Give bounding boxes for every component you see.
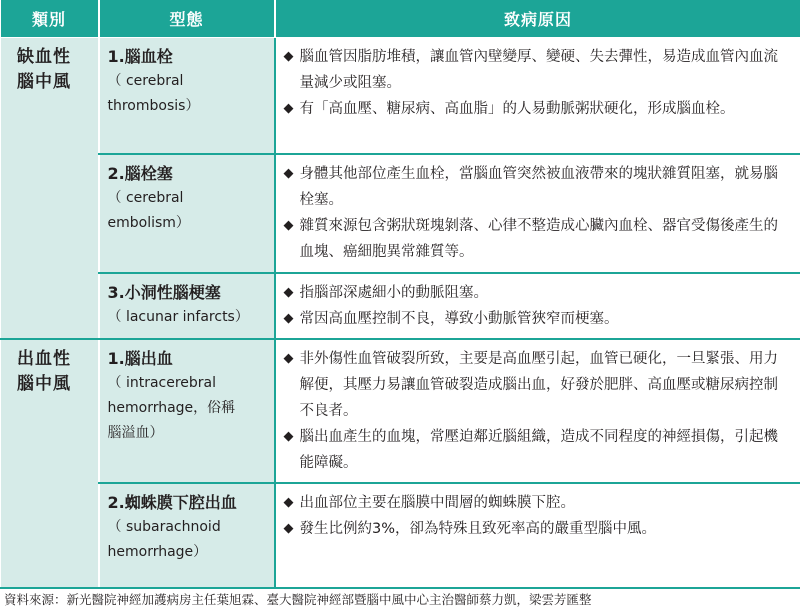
type-subtitle: （ intracerebral <box>107 375 217 391</box>
type-subtitle: hemorrhage，俗稱 <box>107 400 236 416</box>
category-cell-ischemic <box>1 37 99 339</box>
diamond-bullet-icon: ◆ <box>283 166 294 181</box>
cause-item: ◆ 常因高血壓控制不良，導致小動脈管狹窄而梗塞。 <box>284 306 793 332</box>
type-cell <box>99 483 275 588</box>
cause-item: ◆ 發生比例約3%，卻為特殊且致死率高的嚴重型腦中風。 <box>284 516 793 542</box>
type-subtitle: embolism） <box>107 215 190 231</box>
type-subtitle: （ cerebral <box>107 72 184 89</box>
diamond-bullet-icon: ◆ <box>283 48 294 64</box>
cause-cell <box>275 37 800 154</box>
cause-cell <box>275 483 800 588</box>
category-cell-hemorrhagic <box>1 339 99 588</box>
type-subtitle: thrombosis） <box>107 97 200 114</box>
header-category: 類別 <box>1 0 99 37</box>
table-row <box>1 37 800 154</box>
type-title: 2.腦栓塞 <box>107 164 173 183</box>
cause-item: ◆ 非外傷性血管破裂所致，主要是高血壓引起，血管已硬化，一旦緊張、用力解便，其壓力易讓血管破裂造成腦出血，好發於肥胖、高血壓或糖尿病控制不良者。 <box>284 346 793 424</box>
type-subtitle: （ lacunar infarcts） <box>107 309 249 325</box>
cause-item: ◆ 腦出血產生的血塊，常壓迫鄰近腦組織，造成不同程度的神經損傷，引起機能障礙。 <box>284 424 793 476</box>
type-subtitle: 腦溢血） <box>107 425 164 441</box>
type-title: 2.蜘蛛膜下腔出血 <box>107 493 237 512</box>
type-cell <box>99 37 275 154</box>
cause-cell <box>275 154 800 273</box>
type-title: 3.小洞性腦梗塞 <box>107 283 221 302</box>
category-name-line2: 腦中風 <box>17 71 71 92</box>
cause-item: ◆ 有「高血壓、糖尿病、高血脂」的人易動脈粥狀硬化，形成腦血栓。 <box>284 96 793 122</box>
diamond-bullet-icon: ◆ <box>283 495 294 510</box>
cause-cell <box>275 273 800 339</box>
source-note: 資料來源：新光醫院神經加護病房主任葉旭霖、臺大醫院神經部暨腦中風中心主治醫師蔡力凱，梁雲芳匯整 <box>4 592 592 607</box>
cause-item: ◆ 出血部位主要在腦膜中間層的蜘蛛膜下腔。 <box>284 490 793 516</box>
type-cell <box>99 339 275 483</box>
diamond-bullet-icon: ◆ <box>283 429 294 444</box>
type-subtitle: （ subarachnoid <box>107 519 221 535</box>
cause-item: ◆ 指腦部深處細小的動脈阻塞。 <box>284 280 793 306</box>
cause-item: ◆ 雜質來源包含粥狀斑塊剝落、心律不整造成心臟內血栓、器官受傷後產生的血塊、癌細胞異常雜質等。 <box>284 213 793 265</box>
type-title: 1.腦血栓 <box>107 46 173 66</box>
table-row <box>1 273 800 339</box>
header-type: 型態 <box>99 0 275 37</box>
category-name-line1: 缺血性 <box>17 46 71 67</box>
diamond-bullet-icon: ◆ <box>283 218 294 233</box>
cause-item: ◆ 腦血管因脂肪堆積，讓血管內壁變厚、變硬、失去彈性，易造成血管內血流量減少或阻塞。 <box>284 44 793 96</box>
type-cell <box>99 273 275 339</box>
diamond-bullet-icon: ◆ <box>283 285 294 300</box>
diamond-bullet-icon: ◆ <box>283 351 294 366</box>
diamond-bullet-icon: ◆ <box>283 311 294 326</box>
type-subtitle: （ cerebral <box>107 190 184 206</box>
diamond-bullet-icon: ◆ <box>283 521 294 536</box>
table-row <box>1 483 800 588</box>
diamond-bullet-icon: ◆ <box>283 100 294 116</box>
table-header-row <box>1 0 800 37</box>
table-row <box>1 154 800 273</box>
type-cell <box>99 154 275 273</box>
header-cause: 致病原因 <box>275 0 800 37</box>
type-subtitle: hemorrhage） <box>107 544 208 560</box>
category-name-line1: 出血性 <box>17 349 71 369</box>
cause-item: ◆ 身體其他部位產生血栓，當腦血管突然被血液帶來的塊狀雜質阻塞，就易腦栓塞。 <box>284 161 793 213</box>
category-name-line2: 腦中風 <box>17 374 71 394</box>
cause-cell <box>275 339 800 483</box>
table-row <box>1 339 800 483</box>
type-title: 1.腦出血 <box>107 349 173 368</box>
